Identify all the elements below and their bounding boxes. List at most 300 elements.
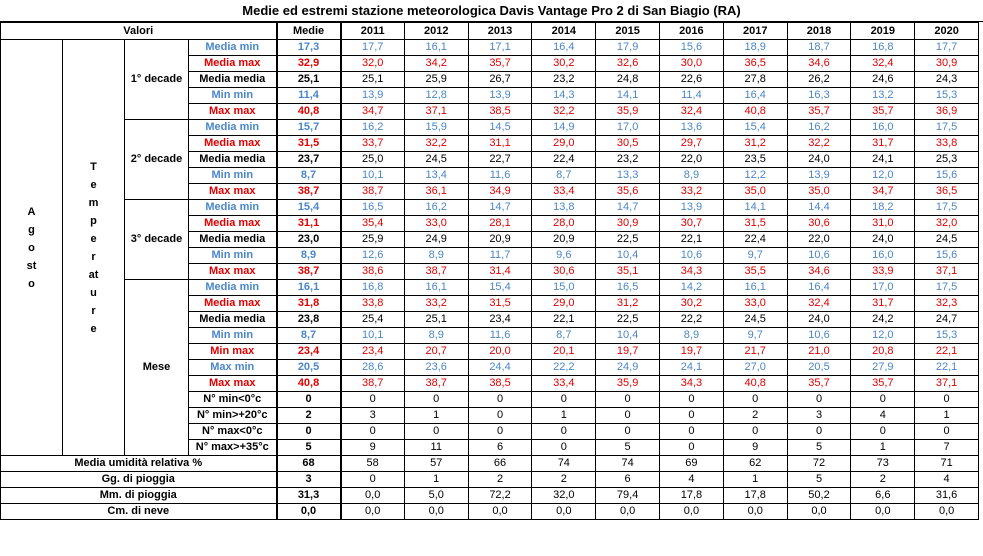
row-label: Media media (189, 312, 277, 328)
row-label: Media min (189, 40, 277, 56)
value-cell: 71 (915, 456, 979, 472)
value-cell: 5 (787, 440, 851, 456)
section-label: 3° decade (125, 200, 189, 280)
row-average: 11,4 (277, 88, 341, 104)
value-cell: 33,4 (532, 184, 596, 200)
value-cell: 24,9 (596, 360, 660, 376)
value-cell: 66 (468, 456, 532, 472)
value-cell: 31,2 (596, 296, 660, 312)
value-cell: 0 (915, 392, 979, 408)
value-cell: 34,3 (660, 376, 724, 392)
value-cell: 34,9 (468, 184, 532, 200)
value-cell: 10,4 (596, 248, 660, 264)
value-cell: 8,9 (660, 168, 724, 184)
value-cell: 16,1 (404, 280, 468, 296)
row-average: 31,1 (277, 216, 341, 232)
value-cell: 24,9 (404, 232, 468, 248)
value-cell: 32,6 (596, 56, 660, 72)
table-row (1, 488, 979, 504)
value-cell: 29,7 (660, 136, 724, 152)
value-cell: 33,0 (404, 216, 468, 232)
value-cell: 38,7 (404, 376, 468, 392)
value-cell: 58 (341, 456, 405, 472)
value-cell: 31,5 (723, 216, 787, 232)
row-average: 17,3 (277, 40, 341, 56)
value-cell: 15,9 (404, 120, 468, 136)
value-cell: 9 (723, 440, 787, 456)
value-cell: 16,2 (787, 120, 851, 136)
value-cell: 0 (341, 424, 405, 440)
value-cell: 17,0 (851, 280, 915, 296)
value-cell: 20,0 (468, 344, 532, 360)
value-cell: 26,7 (468, 72, 532, 88)
value-cell: 14,5 (468, 120, 532, 136)
value-cell: 15,6 (915, 168, 979, 184)
value-cell: 2 (468, 472, 532, 488)
value-cell: 18,7 (787, 40, 851, 56)
value-cell: 31,4 (468, 264, 532, 280)
value-cell: 8,7 (532, 328, 596, 344)
value-cell: 0 (341, 472, 405, 488)
value-cell: 50,2 (787, 488, 851, 504)
row-label: Media max (189, 56, 277, 72)
row-label: Min min (189, 248, 277, 264)
value-cell: 0 (596, 392, 660, 408)
row-label: N° min<0°c (189, 392, 277, 408)
value-cell: 24,5 (723, 312, 787, 328)
value-cell: 23,5 (723, 152, 787, 168)
value-cell: 33,4 (532, 376, 596, 392)
value-cell: 24,5 (915, 232, 979, 248)
value-cell: 16,2 (404, 200, 468, 216)
table-row (1, 200, 979, 216)
value-cell: 11,6 (468, 168, 532, 184)
value-cell: 72 (787, 456, 851, 472)
value-cell: 16,5 (596, 280, 660, 296)
value-cell: 0 (787, 424, 851, 440)
value-cell: 34,3 (660, 264, 724, 280)
value-cell: 6 (596, 472, 660, 488)
value-cell: 32,4 (851, 56, 915, 72)
value-cell: 38,7 (341, 376, 405, 392)
value-cell: 0 (723, 392, 787, 408)
value-cell: 0,0 (468, 504, 532, 520)
value-cell: 22,4 (532, 152, 596, 168)
header-year: 2016 (660, 23, 724, 40)
value-cell: 15,4 (723, 120, 787, 136)
value-cell: 31,6 (915, 488, 979, 504)
value-cell: 24,6 (851, 72, 915, 88)
value-cell: 13,9 (341, 88, 405, 104)
value-cell: 35,7 (787, 376, 851, 392)
value-cell: 9,7 (723, 248, 787, 264)
row-average: 0 (277, 392, 341, 408)
value-cell: 32,4 (787, 296, 851, 312)
row-average: 15,7 (277, 120, 341, 136)
header-year: 2012 (404, 23, 468, 40)
value-cell: 0 (596, 424, 660, 440)
value-cell: 30,0 (660, 56, 724, 72)
value-cell: 14,7 (468, 200, 532, 216)
value-cell: 24,0 (787, 312, 851, 328)
value-cell: 79,4 (596, 488, 660, 504)
value-cell: 0 (532, 424, 596, 440)
value-cell: 14,2 (660, 280, 724, 296)
value-cell: 22,5 (596, 232, 660, 248)
value-cell: 69 (660, 456, 724, 472)
value-cell: 22,1 (532, 312, 596, 328)
value-cell: 0 (787, 392, 851, 408)
value-cell: 0,0 (660, 504, 724, 520)
value-cell: 7 (915, 440, 979, 456)
month-label (1, 40, 63, 456)
value-cell: 8,9 (404, 328, 468, 344)
value-cell: 5,0 (404, 488, 468, 504)
row-label: Media max (189, 296, 277, 312)
value-cell: 72,2 (468, 488, 532, 504)
row-label: Gg. di pioggia (1, 472, 277, 488)
value-cell: 22,0 (660, 152, 724, 168)
row-label: Cm. di neve (1, 504, 277, 520)
value-cell: 32,4 (660, 104, 724, 120)
value-cell: 23,4 (468, 312, 532, 328)
value-cell: 3 (787, 408, 851, 424)
value-cell: 14,1 (596, 88, 660, 104)
value-cell: 17,0 (596, 120, 660, 136)
value-cell: 25,9 (404, 72, 468, 88)
section-label: Mese (125, 280, 189, 456)
row-label: Media min (189, 280, 277, 296)
row-label: Min min (189, 88, 277, 104)
value-cell: 30,9 (915, 56, 979, 72)
value-cell: 36,9 (915, 104, 979, 120)
row-average: 3 (277, 472, 341, 488)
value-cell: 20,9 (468, 232, 532, 248)
value-cell: 24,1 (851, 152, 915, 168)
value-cell: 57 (404, 456, 468, 472)
row-label: Max max (189, 184, 277, 200)
value-cell: 33,8 (341, 296, 405, 312)
value-cell: 15,0 (532, 280, 596, 296)
value-cell: 24,2 (851, 312, 915, 328)
header-year: 2020 (915, 23, 979, 40)
value-cell: 24,0 (851, 232, 915, 248)
value-cell: 22,7 (468, 152, 532, 168)
value-cell: 20,5 (787, 360, 851, 376)
value-cell: 26,2 (787, 72, 851, 88)
value-cell: 31,0 (851, 216, 915, 232)
value-cell: 30,2 (532, 56, 596, 72)
value-cell: 16,4 (787, 280, 851, 296)
value-cell: 35,7 (851, 104, 915, 120)
value-cell: 0 (532, 392, 596, 408)
row-average: 8,7 (277, 328, 341, 344)
value-cell: 22,1 (915, 344, 979, 360)
value-cell: 35,9 (596, 104, 660, 120)
value-cell: 33,2 (660, 184, 724, 200)
value-cell: 31,1 (468, 136, 532, 152)
value-cell: 38,5 (468, 376, 532, 392)
row-label: Media min (189, 120, 277, 136)
value-cell: 28,1 (468, 216, 532, 232)
value-cell: 0 (660, 392, 724, 408)
value-cell: 16,4 (723, 88, 787, 104)
value-cell: 9,6 (532, 248, 596, 264)
value-cell: 37,1 (915, 376, 979, 392)
value-cell: 6,6 (851, 488, 915, 504)
value-cell: 33,7 (341, 136, 405, 152)
value-cell: 30,6 (787, 216, 851, 232)
value-cell: 35,0 (787, 184, 851, 200)
value-cell: 16,5 (341, 200, 405, 216)
value-cell: 38,5 (468, 104, 532, 120)
value-cell: 16,1 (723, 280, 787, 296)
value-cell: 32,2 (787, 136, 851, 152)
value-cell: 0 (851, 424, 915, 440)
value-cell: 0 (468, 392, 532, 408)
value-cell: 31,7 (851, 136, 915, 152)
value-cell: 13,2 (851, 88, 915, 104)
value-cell: 74 (596, 456, 660, 472)
value-cell: 11,7 (468, 248, 532, 264)
value-cell: 34,7 (341, 104, 405, 120)
value-cell: 36,1 (404, 184, 468, 200)
value-cell: 0,0 (915, 504, 979, 520)
value-cell: 0 (341, 392, 405, 408)
value-cell: 10,6 (660, 248, 724, 264)
value-cell: 40,8 (723, 104, 787, 120)
row-label: Min min (189, 328, 277, 344)
value-cell: 38,7 (341, 184, 405, 200)
header-year: 2014 (532, 23, 596, 40)
value-cell: 25,9 (341, 232, 405, 248)
value-cell: 35,7 (851, 376, 915, 392)
value-cell: 16,8 (341, 280, 405, 296)
value-cell: 0,0 (341, 504, 405, 520)
value-cell: 24,4 (468, 360, 532, 376)
header-valori: Valori (1, 23, 277, 40)
value-cell: 17,5 (915, 120, 979, 136)
value-cell: 10,6 (787, 248, 851, 264)
value-cell: 32,3 (915, 296, 979, 312)
value-cell: 22,2 (660, 312, 724, 328)
row-average: 31,3 (277, 488, 341, 504)
group-label (63, 40, 125, 456)
value-cell: 13,9 (787, 168, 851, 184)
header-year: 2015 (596, 23, 660, 40)
value-cell: 16,3 (787, 88, 851, 104)
value-cell: 11,6 (468, 328, 532, 344)
value-cell: 10,4 (596, 328, 660, 344)
row-label: Media min (189, 200, 277, 216)
row-average: 0 (277, 424, 341, 440)
row-average: 2 (277, 408, 341, 424)
value-cell: 35,4 (341, 216, 405, 232)
value-cell: 31,2 (723, 136, 787, 152)
row-label: Max max (189, 104, 277, 120)
value-cell: 37,1 (404, 104, 468, 120)
row-average: 40,8 (277, 376, 341, 392)
row-average: 0,0 (277, 504, 341, 520)
value-cell: 16,0 (851, 120, 915, 136)
value-cell: 2 (851, 472, 915, 488)
row-average: 5 (277, 440, 341, 456)
row-average: 16,1 (277, 280, 341, 296)
value-cell: 74 (532, 456, 596, 472)
value-cell: 22,0 (787, 232, 851, 248)
value-cell: 22,2 (532, 360, 596, 376)
value-cell: 36,5 (723, 56, 787, 72)
value-cell: 17,8 (723, 488, 787, 504)
value-cell: 4 (660, 472, 724, 488)
value-cell: 33,8 (915, 136, 979, 152)
row-average: 23,8 (277, 312, 341, 328)
value-cell: 14,7 (596, 200, 660, 216)
value-cell: 33,2 (404, 296, 468, 312)
value-cell: 30,6 (532, 264, 596, 280)
value-cell: 6 (468, 440, 532, 456)
value-cell: 24,5 (404, 152, 468, 168)
section-label: 2° decade (125, 120, 189, 200)
value-cell: 24,8 (596, 72, 660, 88)
row-label: N° max>+35°c (189, 440, 277, 456)
value-cell: 23,2 (532, 72, 596, 88)
value-cell: 12,0 (851, 328, 915, 344)
value-cell: 13,8 (532, 200, 596, 216)
value-cell: 14,1 (723, 200, 787, 216)
value-cell: 23,6 (404, 360, 468, 376)
value-cell: 13,9 (660, 200, 724, 216)
value-cell: 21,7 (723, 344, 787, 360)
value-cell: 11,4 (660, 88, 724, 104)
value-cell: 0 (723, 424, 787, 440)
value-cell: 38,7 (404, 264, 468, 280)
value-cell: 23,2 (596, 152, 660, 168)
value-cell: 17,1 (468, 40, 532, 56)
value-cell: 30,9 (596, 216, 660, 232)
value-cell: 24,1 (660, 360, 724, 376)
value-cell: 8,7 (532, 168, 596, 184)
value-cell: 0,0 (723, 504, 787, 520)
row-average: 38,7 (277, 184, 341, 200)
row-average: 20,5 (277, 360, 341, 376)
value-cell: 1 (532, 408, 596, 424)
value-cell: 12,2 (723, 168, 787, 184)
value-cell: 32,0 (915, 216, 979, 232)
value-cell: 11 (404, 440, 468, 456)
value-cell: 0 (468, 408, 532, 424)
row-average: 23,7 (277, 152, 341, 168)
value-cell: 4 (915, 472, 979, 488)
row-label: Media max (189, 216, 277, 232)
value-cell: 0,0 (787, 504, 851, 520)
row-label: Min min (189, 168, 277, 184)
table-row (1, 280, 979, 296)
value-cell: 8,9 (404, 248, 468, 264)
value-cell: 0 (660, 440, 724, 456)
value-cell: 15,4 (468, 280, 532, 296)
month-label-text: Agosto (26, 205, 37, 290)
value-cell: 34,6 (787, 264, 851, 280)
value-cell: 36,5 (915, 184, 979, 200)
value-cell: 27,9 (851, 360, 915, 376)
value-cell: 9,7 (723, 328, 787, 344)
value-cell: 25,3 (915, 152, 979, 168)
value-cell: 22,1 (660, 232, 724, 248)
value-cell: 1 (723, 472, 787, 488)
value-cell: 17,8 (660, 488, 724, 504)
value-cell: 16,2 (341, 120, 405, 136)
value-cell: 0 (915, 424, 979, 440)
value-cell: 37,1 (915, 264, 979, 280)
row-average: 38,7 (277, 264, 341, 280)
table-row (1, 472, 979, 488)
value-cell: 0 (596, 408, 660, 424)
value-cell: 18,9 (723, 40, 787, 56)
value-cell: 28,0 (532, 216, 596, 232)
row-label: N° min>+20°c (189, 408, 277, 424)
row-average: 8,9 (277, 248, 341, 264)
row-average: 32,9 (277, 56, 341, 72)
row-label: Min max (189, 344, 277, 360)
value-cell: 2 (723, 408, 787, 424)
value-cell: 12,8 (404, 88, 468, 104)
value-cell: 35,7 (468, 56, 532, 72)
group-label-text: Temperature (88, 160, 99, 335)
value-cell: 25,1 (341, 72, 405, 88)
value-cell: 0 (532, 440, 596, 456)
value-cell: 16,1 (404, 40, 468, 56)
row-average: 23,4 (277, 344, 341, 360)
value-cell: 31,7 (851, 296, 915, 312)
value-cell: 73 (851, 456, 915, 472)
value-cell: 17,5 (915, 280, 979, 296)
header-year: 2013 (468, 23, 532, 40)
value-cell: 20,7 (404, 344, 468, 360)
row-label: Max max (189, 376, 277, 392)
row-label: Media umidità relativa % (1, 456, 277, 472)
page-title: Medie ed estremi stazione meteorologica Davis Vantage Pro 2 di San Biagio (RA) (0, 0, 983, 22)
value-cell: 5 (596, 440, 660, 456)
value-cell: 30,2 (660, 296, 724, 312)
value-cell: 35,7 (787, 104, 851, 120)
value-cell: 12,6 (341, 248, 405, 264)
value-cell: 35,9 (596, 376, 660, 392)
header-medie: Medie (277, 23, 341, 40)
value-cell: 13,9 (468, 88, 532, 104)
row-label: Max min (189, 360, 277, 376)
value-cell: 32,2 (532, 104, 596, 120)
header-year: 2017 (723, 23, 787, 40)
value-cell: 17,7 (341, 40, 405, 56)
value-cell: 14,4 (787, 200, 851, 216)
value-cell: 16,0 (851, 248, 915, 264)
value-cell: 27,0 (723, 360, 787, 376)
value-cell: 13,6 (660, 120, 724, 136)
row-average: 23,0 (277, 232, 341, 248)
value-cell: 0,0 (532, 504, 596, 520)
row-label: Media media (189, 72, 277, 88)
value-cell: 29,0 (532, 296, 596, 312)
row-label: N° max<0°c (189, 424, 277, 440)
value-cell: 1 (915, 408, 979, 424)
value-cell: 15,3 (915, 88, 979, 104)
value-cell: 25,4 (341, 312, 405, 328)
value-cell: 1 (851, 440, 915, 456)
value-cell: 32,0 (532, 488, 596, 504)
table-row (1, 456, 979, 472)
value-cell: 12,0 (851, 168, 915, 184)
